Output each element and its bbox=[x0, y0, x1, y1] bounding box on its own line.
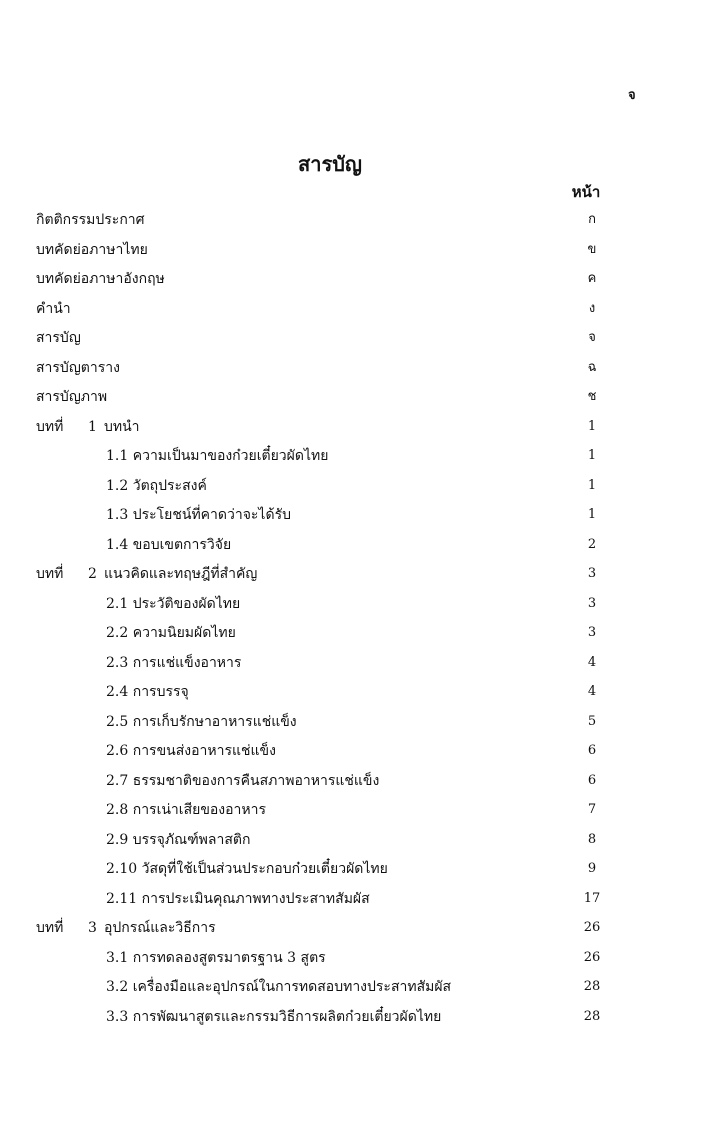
section-title: ความนิยมผัดไทย bbox=[132, 625, 236, 641]
section-number: 2.7 bbox=[106, 772, 133, 789]
section-title: การทดลองสูตรมาตรฐาน 3 สูตร bbox=[132, 949, 326, 966]
toc-row[interactable] bbox=[0, 267, 720, 291]
section-title: ความเป็นมาของก๋วยเตี๋ยวผัดไทย bbox=[132, 448, 329, 464]
toc-row[interactable] bbox=[0, 887, 720, 911]
section-number: 2.1 bbox=[106, 595, 133, 612]
toc-page-number: ข bbox=[587, 241, 597, 257]
toc-entry-label: บทคัดย่อภาษาอังกฤษ bbox=[36, 271, 165, 287]
section-title: ประวัติของผัดไทย bbox=[132, 595, 241, 612]
toc-page-number: 17 bbox=[583, 890, 601, 906]
toc-page-number: 1 bbox=[587, 418, 597, 434]
toc-page-number: 4 bbox=[587, 684, 597, 699]
chapter-number: 1 bbox=[88, 418, 97, 435]
toc-page-number: 26 bbox=[583, 949, 601, 965]
toc-page-number: 28 bbox=[583, 1008, 601, 1024]
section-title: การเน่าเสียของอาหาร bbox=[132, 802, 267, 818]
section-title: การแช่แข็งอาหาร bbox=[132, 654, 242, 671]
section-number: 1.1 bbox=[106, 448, 133, 464]
section-number: 2.3 bbox=[106, 654, 133, 671]
toc-entry-label: คำนำ bbox=[36, 300, 71, 317]
page-title: สารบัญ bbox=[298, 152, 362, 176]
section-number: 2.9 bbox=[106, 831, 133, 848]
toc-entry-label bbox=[106, 533, 231, 557]
section-number: 2.11 bbox=[106, 890, 142, 907]
toc-entry-label bbox=[36, 415, 140, 439]
chapter-number: 3 bbox=[88, 920, 97, 936]
section-number: 1.2 bbox=[106, 477, 133, 494]
section-title: การพัฒนาสูตรและกรรมวิธีการผลิตก๋วยเตี๋ยวผัดไทย bbox=[132, 1008, 442, 1025]
section-title: ขอบเขตการวิจัย bbox=[132, 536, 232, 553]
section-title: การบรรจุ bbox=[132, 684, 189, 700]
section-title: การเก็บรักษาอาหารแช่แข็ง bbox=[132, 713, 297, 730]
toc-entry-label bbox=[106, 828, 250, 852]
section-number: 2.8 bbox=[106, 802, 133, 818]
chapter-word: บทที่ bbox=[36, 566, 64, 582]
section-title: วัตถุประสงค์ bbox=[132, 477, 207, 494]
toc-row[interactable] bbox=[0, 651, 720, 675]
toc-row[interactable] bbox=[0, 415, 720, 439]
section-number: 1.3 bbox=[106, 507, 133, 523]
toc-row[interactable] bbox=[0, 533, 720, 557]
toc-entry-label bbox=[106, 710, 297, 734]
toc-entry-label bbox=[106, 769, 379, 793]
toc-row[interactable] bbox=[0, 326, 720, 350]
toc-entry-label: สารบัญตาราง bbox=[36, 359, 120, 376]
toc-page-number: 1 bbox=[587, 448, 597, 463]
toc-entry-label bbox=[106, 798, 266, 822]
toc-row[interactable] bbox=[0, 562, 720, 586]
section-title: เครื่องมือและอุปกรณ์ในการทดสอบทางประสาทสัมผัส bbox=[132, 979, 452, 995]
section-number: 3.3 bbox=[106, 1008, 133, 1025]
chapter-title: แนวคิดและทฤษฎีที่สำคัญ bbox=[104, 566, 258, 582]
toc-page-number: ง bbox=[588, 300, 596, 316]
toc-entry-label bbox=[106, 887, 370, 911]
toc-entry-label: สารบัญภาพ bbox=[36, 389, 108, 405]
section-title: การประเมินคุณภาพทางประสาทสัมผัส bbox=[141, 890, 370, 907]
chapter-title: อุปกรณ์และวิธีการ bbox=[104, 920, 216, 936]
toc-entry-label bbox=[106, 503, 291, 527]
toc-row[interactable] bbox=[0, 503, 720, 527]
toc-page-number: 6 bbox=[587, 743, 597, 758]
section-title: ประโยชน์ที่คาดว่าจะได้รับ bbox=[132, 507, 291, 523]
toc-row[interactable] bbox=[0, 798, 720, 822]
section-number: 1.4 bbox=[106, 536, 133, 553]
section-number: 3.2 bbox=[106, 979, 133, 995]
toc-row[interactable] bbox=[0, 208, 720, 232]
toc-row[interactable] bbox=[0, 975, 720, 999]
toc-page-number: ค bbox=[587, 271, 597, 286]
section-number: 2.6 bbox=[106, 743, 133, 759]
section-number: 2.4 bbox=[106, 684, 133, 700]
section-title: บรรจุภัณฑ์พลาสติก bbox=[132, 831, 251, 848]
toc-entry-label bbox=[106, 651, 241, 675]
toc-row[interactable] bbox=[0, 1005, 720, 1029]
toc-row[interactable] bbox=[0, 592, 720, 616]
toc-page-number: 6 bbox=[587, 772, 597, 788]
toc-page-number: 3 bbox=[587, 595, 597, 611]
toc-row[interactable] bbox=[0, 385, 720, 409]
section-number: 3.1 bbox=[106, 949, 133, 966]
toc-entry-label bbox=[106, 621, 236, 645]
toc-entry-label bbox=[106, 680, 189, 704]
toc-row[interactable] bbox=[0, 916, 720, 940]
toc-page-number: 3 bbox=[587, 625, 597, 640]
section-number: 2.2 bbox=[106, 625, 133, 641]
toc-page-number: ก bbox=[588, 212, 596, 227]
toc-page-number: 7 bbox=[587, 802, 597, 817]
page-column-header: หน้า bbox=[571, 183, 601, 201]
chapter-number: 2 bbox=[88, 566, 97, 582]
section-title: วัสดุที่ใช้เป็นส่วนประกอบก๋วยเตี๋ยวผัดไทย bbox=[141, 861, 388, 877]
chapter-word: บทที่ bbox=[36, 920, 64, 936]
toc-entry-label: กิตติกรรมประกาศ bbox=[36, 212, 145, 228]
section-number: 2.5 bbox=[106, 713, 133, 730]
toc-page-number: 28 bbox=[583, 979, 601, 994]
page-number: จ bbox=[628, 88, 636, 103]
toc-row[interactable] bbox=[0, 474, 720, 498]
toc-entry-label: สารบัญ bbox=[36, 330, 81, 346]
toc-row[interactable] bbox=[0, 739, 720, 763]
section-number: 2.10 bbox=[106, 861, 142, 877]
toc-row[interactable] bbox=[0, 710, 720, 734]
chapter-title: บทนำ bbox=[104, 418, 140, 435]
toc-entry-label bbox=[36, 916, 216, 940]
toc-row[interactable] bbox=[0, 621, 720, 645]
toc-row[interactable] bbox=[0, 769, 720, 793]
toc-page-number: จ bbox=[588, 330, 596, 345]
toc-entry-label bbox=[106, 946, 326, 970]
toc-row[interactable] bbox=[0, 680, 720, 704]
toc-row[interactable] bbox=[0, 238, 720, 262]
toc-row[interactable] bbox=[0, 297, 720, 321]
toc-page-number: 8 bbox=[587, 831, 597, 847]
toc-entry-label bbox=[106, 592, 240, 616]
toc-page-number: ฉ bbox=[587, 359, 597, 375]
toc-row[interactable] bbox=[0, 444, 720, 468]
section-title: การขนส่งอาหารแช่แข็ง bbox=[132, 743, 276, 759]
chapter-word: บทที่ bbox=[36, 418, 64, 435]
toc-row[interactable] bbox=[0, 828, 720, 852]
toc-page-number: 9 bbox=[587, 861, 597, 876]
toc-page-number: 5 bbox=[587, 713, 597, 729]
toc-entry-label bbox=[106, 739, 276, 763]
toc-page-number: 2 bbox=[587, 536, 597, 552]
toc-page-number: 4 bbox=[587, 654, 597, 670]
section-title: ธรรมชาติของการคืนสภาพอาหารแช่แข็ง bbox=[132, 772, 380, 789]
toc-page-number: 26 bbox=[583, 920, 601, 935]
toc-entry-label bbox=[106, 1005, 441, 1029]
toc-page-number: 1 bbox=[587, 477, 597, 493]
toc-row[interactable] bbox=[0, 946, 720, 970]
toc-row[interactable] bbox=[0, 356, 720, 380]
toc-entry-label: บทคัดย่อภาษาไทย bbox=[36, 241, 148, 258]
toc-entry-label bbox=[36, 562, 257, 586]
toc-entry-label bbox=[106, 975, 451, 999]
toc-page-number: 1 bbox=[587, 507, 597, 522]
toc-page-number: ช bbox=[587, 389, 597, 404]
toc-entry-label bbox=[106, 857, 388, 881]
toc-row[interactable] bbox=[0, 857, 720, 881]
toc-entry-label bbox=[106, 444, 328, 468]
toc-entry-label bbox=[106, 474, 207, 498]
toc-page-number: 3 bbox=[587, 566, 597, 581]
